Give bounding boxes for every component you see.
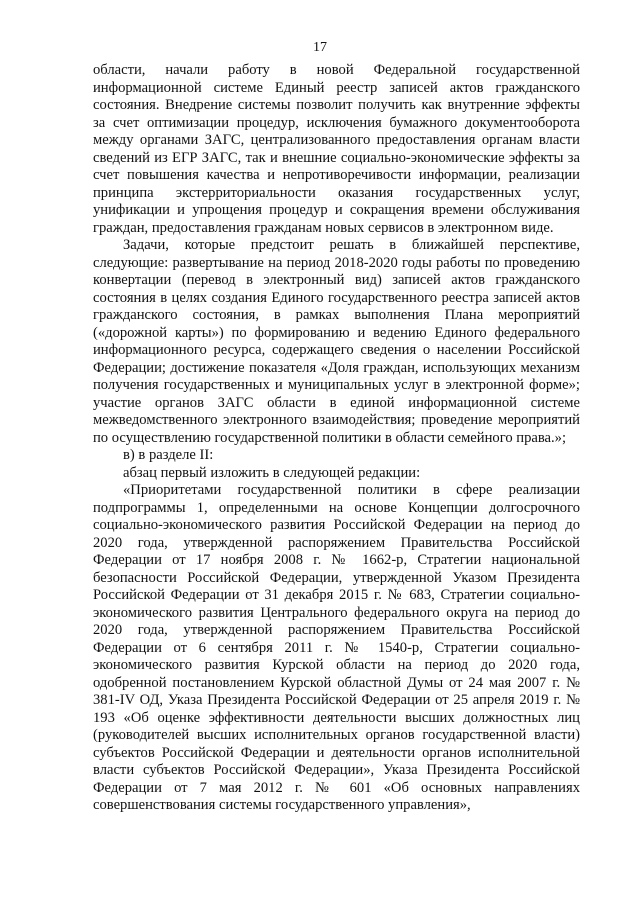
paragraph: Задачи, которые предстоит решать в ближайшей перспективе, следующие: развертывание на период 2018-2020 годы работы по проведению конвертации (перевод в электронный вид) записей актов гражданского состояния в целях создания Единого государственного реестра записей актов гражданского состояния, в рамках выполнения Плана мероприятий («дорожной карты») по формированию и ведению Единого федерального информационного ресурса, содержащего сведения о населении Российской Федерации; достижение показателя «Доля граждан, использующих механизм получения государственных и муниципальных услуг в электронной форме»; участие органов ЗАГС области в единой информационной системе межведомственного электронного взаимодействия; проведение мероприятий по осуществлению государственной политики в области семейного права.»; [93, 237, 580, 446]
paragraph: в) в разделе II: [123, 447, 214, 463]
paragraph: абзац первый изложить в следующей редакции: [123, 464, 421, 481]
document-body [93, 62, 580, 815]
page-number: 17 [313, 40, 327, 55]
paragraph: области, начали работу в новой Федеральной государственной информационной системе Единый реестр записей актов гражданского состояния. Внедрение системы позволит получить как внутренние эффекты за счет оптимизации процедур, исключения бумажного документооборота между органами ЗАГС, централизованного предоставления органам власти сведений из ЕГР ЗАГС, так и внешние социально-экономические эффекты за счет повышения качества и непротиворечивости информации, реализации принципа экстерриториальности оказания государственных услуг, унификации и упрощения процедур и сокращения времени обслуживания граждан, предоставления гражданам новых сервисов в электронном виде. [93, 62, 580, 236]
paragraph: «Приоритетами государственной политики в сфере реализации подпрограммы 1, определенными на основе Концепции долгосрочного социально-экономического развития Российской Федерации на период до 2020 года, утвержденной распоряжением Правительства Российской Федерации от 17 ноября 2008 г. № 1662-р, Стратегии национальной безопасности Российской Федерации, утвержденной Указом Президента Российской Федерации от 31 декабря 2015 г. № 683, Стратегии социально-экономического развития Центрального федерального округа на период до 2020 года, утвержденной распоряжением Правительства Российской Федерации от 6 сентября 2011 г. № 1540-р, Стратегии социально-экономического развития Курской области на период до 2020 года, одобренной постановлением Курской областной Думы от 24 мая 2007 г. № 381-IV ОД, Указа Президента Российской Федерации от 25 апреля 2019 г. № 193 «Об оценке эффективности деятельности высших должностных лиц (руководителей высших исполнительных органов государственной власти) субъектов Российской Федерации и деятельности органов исполнительной власти субъектов Российской Федерации», Указа Президента Российской Федерации от 7 мая 2012 г. № 601 «Об основных направлениях совершенствования системы государственного управления», [93, 482, 580, 813]
